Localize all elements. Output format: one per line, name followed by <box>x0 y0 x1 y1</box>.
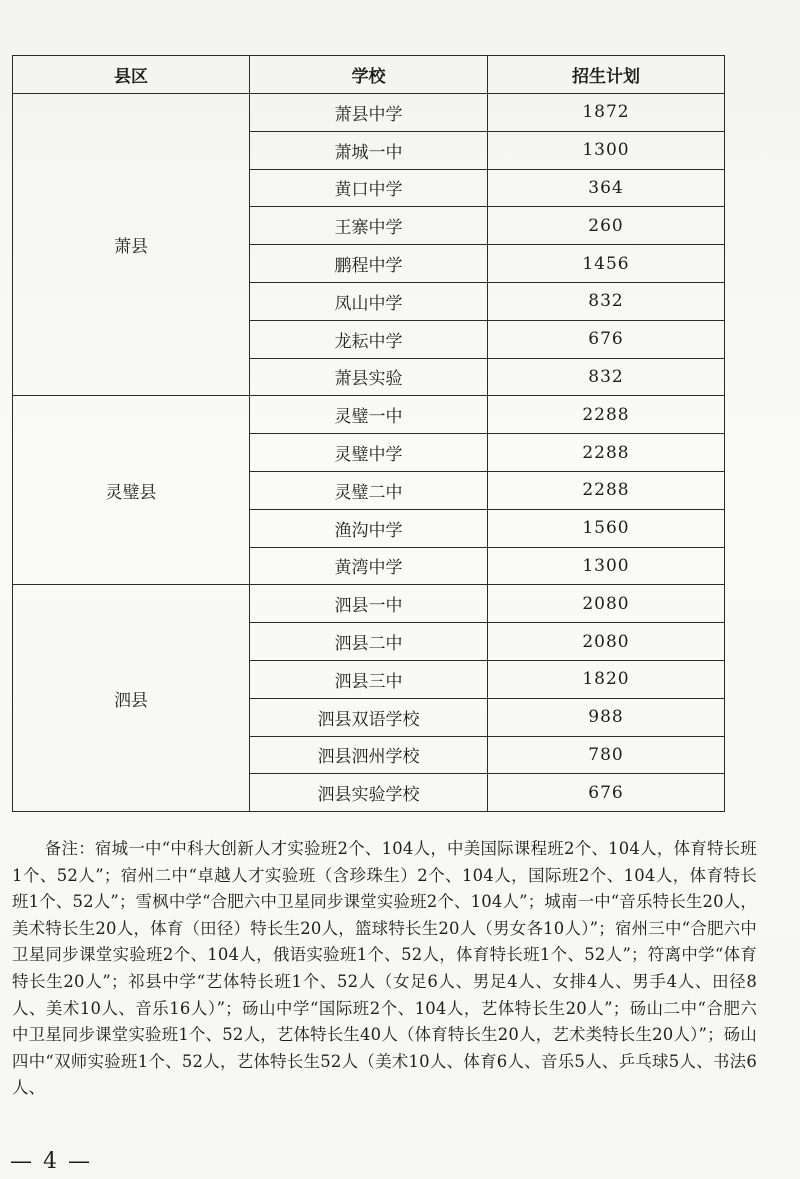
table-row <box>13 396 725 434</box>
school-cell: 黄湾中学 <box>250 547 488 585</box>
plan-cell: 2288 <box>488 396 725 434</box>
school-cell: 渔沟中学 <box>250 509 488 547</box>
plan-cell: 832 <box>488 282 725 320</box>
school-cell: 泗县二中 <box>250 623 488 661</box>
school-cell: 泗县实验学校 <box>250 774 488 812</box>
plan-cell: 1560 <box>488 509 725 547</box>
table-row <box>13 585 725 623</box>
plan-cell: 1456 <box>488 245 725 283</box>
county-cell: 灵璧县 <box>13 396 250 585</box>
school-cell: 黄口中学 <box>250 169 488 207</box>
enrollment-table <box>12 55 725 812</box>
remarks-paragraph: 备注：宿城一中“中科大创新人才实验班2个、104人，中美国际课程班2个、104人，体育特长班1个、52人”；宿州二中“卓越人才实验班（含珍珠生）2个、104人，国际班2个、104人，体育特长班1个、52人”；雪枫中学“合肥六中卫星同步课堂实验班2个、104人”；城南一中“音乐特长生20人，美术特长生20人，体育（田径）特长生20人，篮球特长生20人（男女各10人）”；宿州三中“合肥六中卫星同步课堂实验班2个、104人，俄语实验班1个、52人，体育特长班1个、52人”；符离中学“体育特长生20人”；祁县中学“艺体特长班1个、52人（女足6人、男足4人、女排4人、男手4人、田径8人、美术10人、音乐16人）”；砀山中学“国际班2个、104人，艺体特长生20人”；砀山二中“合肥六中卫星同步课堂实验班1个、52人，艺体特长生40人（体育特长生20人，艺术类特长生20人）”；砀山四中“双师实验班1个、52人，艺体特长生52人（美术10人、体育6人、音乐5人、乒乓球5人、书法6人、 <box>12 839 757 1098</box>
plan-cell: 364 <box>488 169 725 207</box>
school-cell: 泗县一中 <box>250 585 488 623</box>
plan-cell: 1300 <box>488 131 725 169</box>
plan-cell: 832 <box>488 358 725 396</box>
plan-cell: 2288 <box>488 471 725 509</box>
school-cell: 灵璧中学 <box>250 434 488 472</box>
school-cell: 泗县泗州学校 <box>250 736 488 774</box>
header-county: 县区 <box>13 56 250 94</box>
county-cell: 泗县 <box>13 585 250 812</box>
school-cell: 泗县三中 <box>250 660 488 698</box>
school-cell: 萧县中学 <box>250 94 488 132</box>
plan-cell: 1820 <box>488 660 725 698</box>
plan-cell: 2288 <box>488 434 725 472</box>
school-cell: 凤山中学 <box>250 282 488 320</box>
school-cell: 萧城一中 <box>250 131 488 169</box>
plan-cell: 988 <box>488 698 725 736</box>
school-cell: 萧县实验 <box>250 358 488 396</box>
header-school: 学校 <box>250 56 488 94</box>
plan-cell: 1300 <box>488 547 725 585</box>
plan-cell: 780 <box>488 736 725 774</box>
header-plan: 招生计划 <box>488 56 725 94</box>
page-number: — 4 — <box>10 1149 92 1174</box>
table-header-row <box>13 56 725 94</box>
school-cell: 鹏程中学 <box>250 245 488 283</box>
plan-cell: 2080 <box>488 623 725 661</box>
school-cell: 王寨中学 <box>250 207 488 245</box>
plan-cell: 260 <box>488 207 725 245</box>
plan-cell: 676 <box>488 774 725 812</box>
plan-cell: 2080 <box>488 585 725 623</box>
plan-cell: 676 <box>488 320 725 358</box>
table-row <box>13 94 725 132</box>
school-cell: 灵璧一中 <box>250 396 488 434</box>
school-cell: 龙耘中学 <box>250 320 488 358</box>
school-cell: 泗县双语学校 <box>250 698 488 736</box>
school-cell: 灵璧二中 <box>250 471 488 509</box>
plan-cell: 1872 <box>488 94 725 132</box>
table-body <box>13 94 725 812</box>
county-cell: 萧县 <box>13 94 250 396</box>
